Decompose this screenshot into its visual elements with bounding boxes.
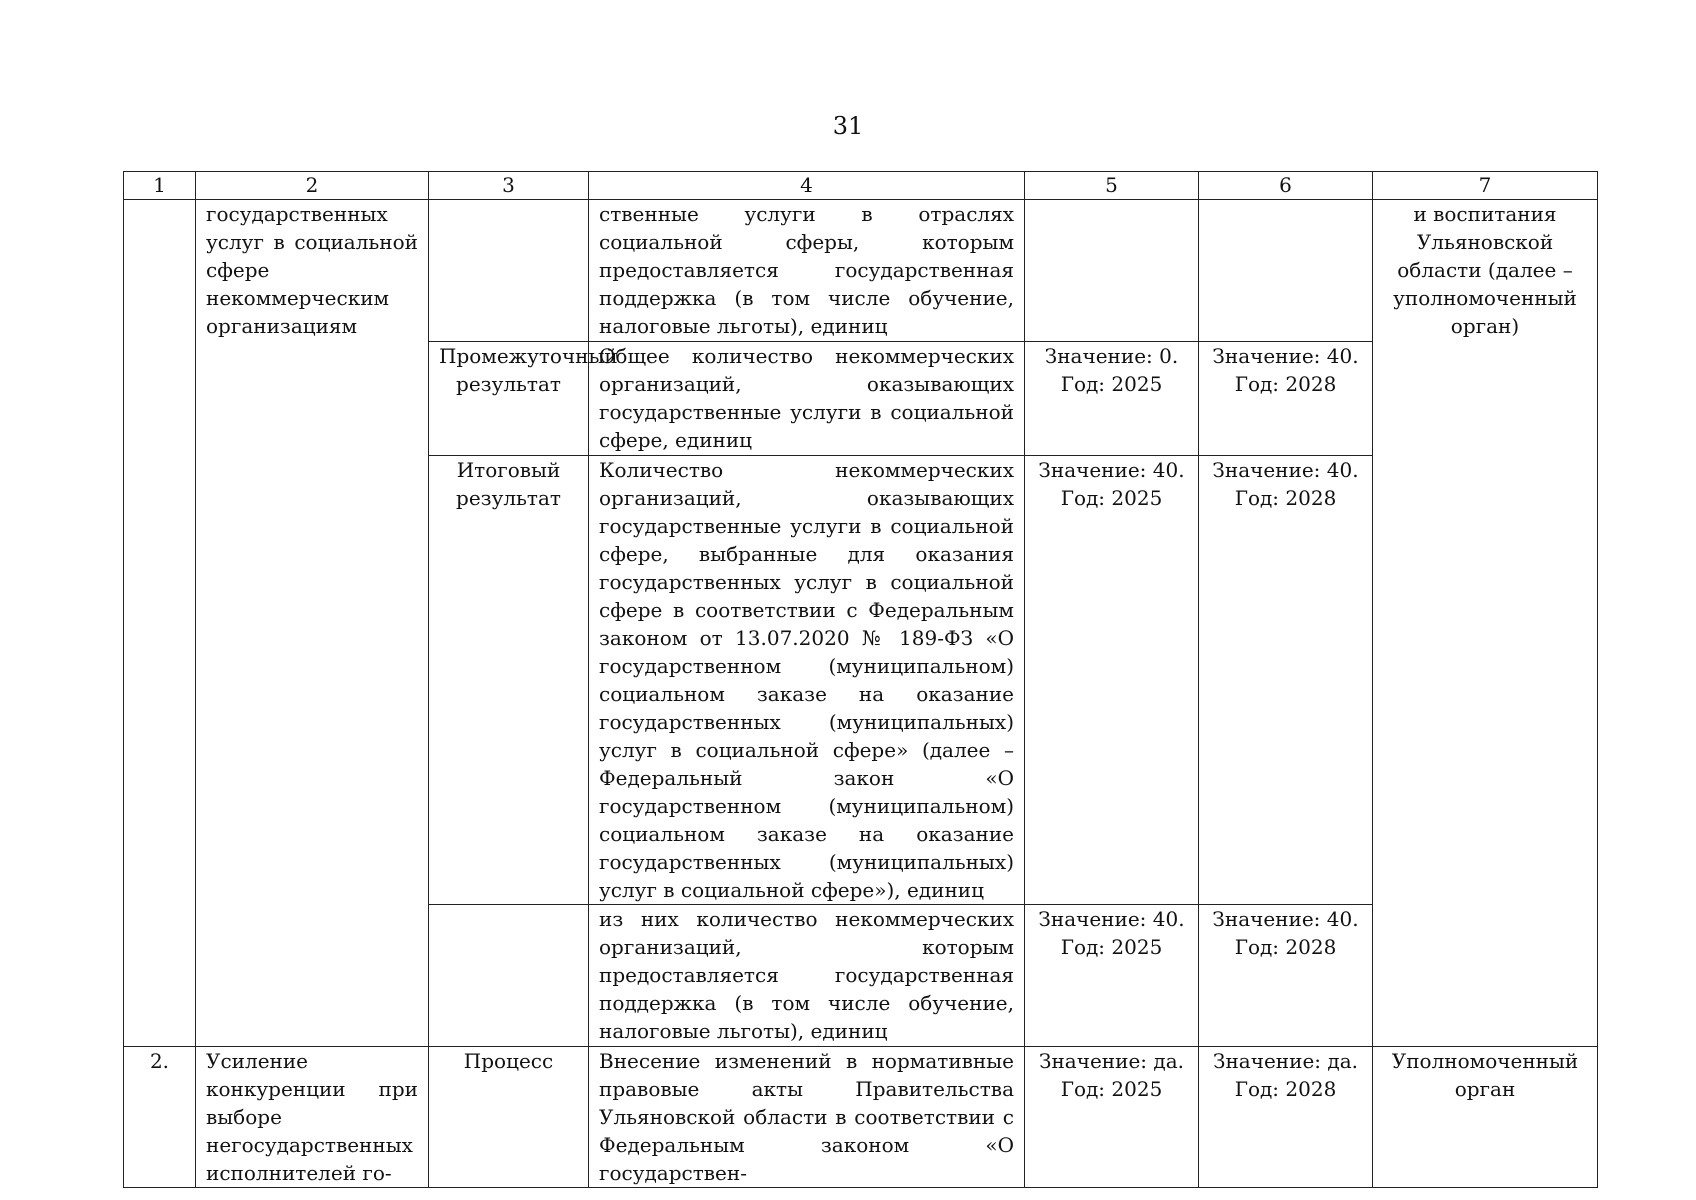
col-header-5: 5 [1025, 172, 1199, 200]
cell-base-value: Значение: 40. Год: 2025 [1025, 456, 1199, 905]
cell-indicator: Количество некоммерческих организаций, оказывающих государственные услуги в социальной сфере, выбранные для оказания государственных услуг в социальной сфере в соответствии с Федеральным законом от 13.07.2020 № 189-ФЗ «О государственном (муниципальном) социальном заказе на оказание государственных (муниципальных) услуг в социальной сфере» (далее – Федеральный закон «О государственном (муниципальном) социальном заказе на оказание государственных (муниципальных) услуг в социальной сфере»), единиц [589, 456, 1025, 905]
cell-target-value: Значение: да. Год: 2028 [1199, 1047, 1373, 1188]
cell-task-name: Усиление конкуренции при выборе негосударственных исполнителей го- [196, 1047, 429, 1188]
cell-result-type [429, 905, 589, 1047]
col-header-6: 6 [1199, 172, 1373, 200]
col-header-7: 7 [1373, 172, 1598, 200]
page-number: 31 [832, 112, 864, 140]
cell-target-value: Значение: 40. Год: 2028 [1199, 905, 1373, 1047]
col-header-2: 2 [196, 172, 429, 200]
table-row [124, 1047, 1598, 1188]
cell-base-value: Значение: да. Год: 2025 [1025, 1047, 1199, 1188]
cell-indicator: ственные услуги в отраслях социальной сферы, которым предоставляется государственная поддержка (в том числе обучение, налоговые льготы), единиц [589, 200, 1025, 342]
cell-indicator: Общее количество некоммерческих организаций, оказывающих государственные услуги в социальной сфере, единиц [589, 342, 1025, 456]
cell-base-value: Значение: 0. Год: 2025 [1025, 342, 1199, 456]
col-header-3: 3 [429, 172, 589, 200]
cell-task-name: государственных услуг в социальной сфере некоммерческим организациям [196, 200, 429, 1047]
col-header-4: 4 [589, 172, 1025, 200]
cell-result-type: Процесс [429, 1047, 589, 1188]
col-header-1: 1 [124, 172, 196, 200]
cell-result-type: Итоговый результат [429, 456, 589, 905]
cell-target-value: Значение: 40. Год: 2028 [1199, 342, 1373, 456]
results-table [123, 171, 1598, 1188]
cell-base-value: Значение: 40. Год: 2025 [1025, 905, 1199, 1047]
cell-base-value [1025, 200, 1199, 342]
cell-result-type [429, 200, 589, 342]
cell-number [124, 200, 196, 1047]
cell-responsible: Уполномоченный орган [1373, 1047, 1598, 1188]
cell-indicator: Внесение изменений в нормативные правовые акты Правительства Ульяновской области в соответствии с Федеральным законом «О государствен- [589, 1047, 1025, 1188]
table-row [124, 200, 1598, 342]
cell-responsible: и воспитания Ульяновской области (далее – уполномоченный орган) [1373, 200, 1598, 1047]
cell-target-value: Значение: 40. Год: 2028 [1199, 456, 1373, 905]
column-number-row [124, 172, 1598, 200]
cell-number: 2. [124, 1047, 196, 1188]
cell-result-type: Промежуточный результат [429, 342, 589, 456]
cell-target-value [1199, 200, 1373, 342]
cell-indicator: из них количество некоммерческих организаций, которым предоставляется государственная поддержка (в том числе обучение, налоговые льготы), единиц [589, 905, 1025, 1047]
